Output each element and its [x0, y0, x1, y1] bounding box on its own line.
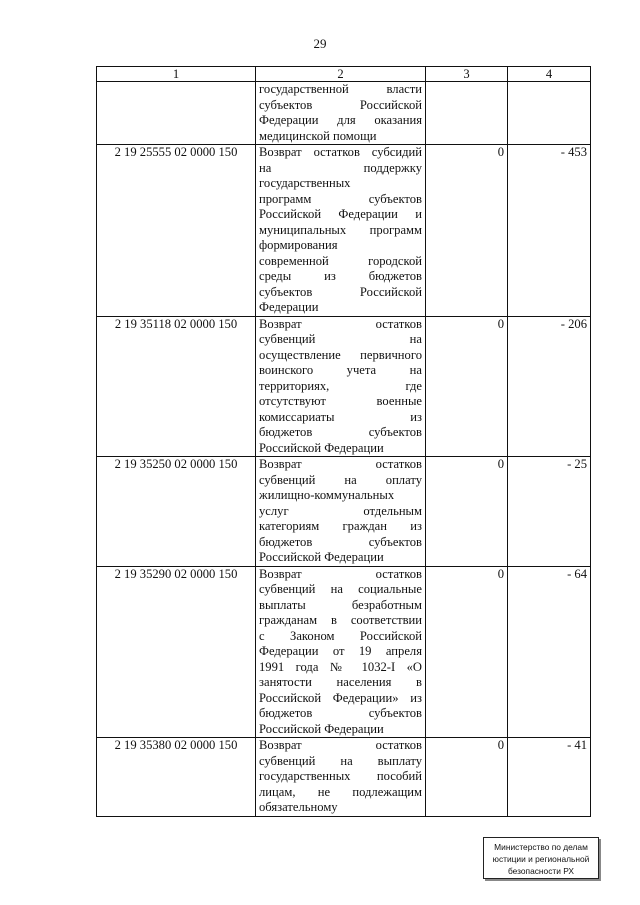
description-line: субвенций на выплату [259, 753, 422, 768]
value-col4-cell [508, 82, 591, 145]
budget-code-cell [97, 82, 256, 145]
description-line: государственных [259, 176, 351, 190]
description-cell [256, 566, 426, 738]
table-row [97, 457, 591, 567]
description-cell [256, 82, 426, 145]
description-line: воинского учета на [259, 363, 422, 377]
description-line: категориям граждан из [259, 519, 422, 533]
description-line: государственной власти [259, 82, 422, 96]
column-header-3: 3 [426, 67, 508, 82]
stamp-line: юстиции и региональной [492, 854, 590, 864]
description-line: на поддержку [259, 160, 422, 175]
budget-code-cell: 2 19 35250 02 0000 150 [97, 457, 256, 567]
description-line: медицинской помощи [259, 128, 377, 143]
description-line: Федерации [259, 300, 319, 314]
description-line: комиссариаты из [259, 409, 422, 424]
description-line: территориях, где [259, 378, 422, 393]
ministry-stamp [483, 837, 599, 879]
stamp-line: Министерство по делам [494, 842, 588, 852]
description-line: субвенций на [259, 332, 422, 346]
description-line: обязательному [259, 800, 338, 814]
description-line: Возврат остатков [259, 316, 422, 331]
description-line: гражданам в соответствии [259, 613, 422, 627]
stamp-line: безопасности РХ [507, 866, 575, 876]
budget-code-cell: 2 19 35118 02 0000 150 [97, 316, 256, 457]
description-line: бюджетов субъектов [259, 425, 422, 439]
column-header-1: 1 [97, 67, 256, 82]
description-line: Возврат остатков [259, 457, 422, 471]
table-row [97, 566, 591, 738]
description-line: Возврат остатков [259, 566, 422, 581]
description-cell [256, 738, 426, 817]
description-line: отсутствуют военные [259, 394, 422, 408]
description-line: осуществление первичного [259, 347, 422, 362]
column-header-4: 4 [508, 67, 591, 82]
table-row [97, 145, 591, 317]
description-line: программ субъектов [259, 191, 422, 206]
table-row [97, 316, 591, 457]
table-row [97, 738, 591, 817]
budget-table [96, 66, 591, 817]
table-header-row [97, 67, 591, 82]
description-line: Российской Федерации» из [259, 690, 422, 705]
value-col4-cell: - 64 [508, 566, 591, 738]
page-number: 29 [313, 36, 327, 51]
description-line: субвенций на социальные [259, 582, 422, 596]
description-line: муниципальных программ [259, 222, 422, 237]
table-body [97, 82, 591, 817]
description-line: Российской Федерации и [259, 207, 422, 221]
description-line: Российской Федерации [259, 440, 384, 455]
description-line: услуг отдельным [259, 503, 422, 518]
description-line: Федерации от 19 апреля [259, 644, 422, 658]
value-col3-cell: 0 [426, 457, 508, 567]
value-col4-cell: - 453 [508, 145, 591, 317]
description-line: с Законом Российской [259, 628, 422, 643]
value-col4-cell: - 206 [508, 316, 591, 457]
description-line: субъектов Российской [259, 284, 422, 299]
description-line: субвенций на оплату [259, 472, 422, 487]
value-col3-cell [426, 82, 508, 145]
value-col3-cell: 0 [426, 316, 508, 457]
description-line: жилищно-коммунальных [259, 488, 395, 502]
description-cell [256, 457, 426, 567]
description-cell [256, 145, 426, 317]
description-line: бюджетов субъектов [259, 706, 422, 720]
description-line: лицам, не подлежащим [259, 784, 422, 799]
description-line: формирования [259, 238, 338, 252]
table-row [97, 82, 591, 145]
value-col3-cell: 0 [426, 566, 508, 738]
description-line: современной городской [259, 253, 422, 268]
description-line: бюджетов субъектов [259, 534, 422, 549]
description-line: Российской Федерации [259, 550, 384, 564]
description-line: 1991 года № 1032-I «О [259, 659, 422, 674]
value-col3-cell: 0 [426, 738, 508, 817]
description-line: Возврат остатков [259, 738, 422, 752]
column-header-2: 2 [256, 67, 426, 82]
budget-code-cell: 2 19 25555 02 0000 150 [97, 145, 256, 317]
description-line: государственных пособий [259, 769, 422, 783]
description-line: Российской Федерации [259, 721, 384, 736]
description-line: выплаты безработным [259, 597, 422, 612]
description-line: занятости населения в [259, 675, 422, 689]
description-line: среды из бюджетов [259, 269, 422, 283]
description-line: Возврат остатков субсидий [259, 145, 422, 159]
value-col4-cell: - 25 [508, 457, 591, 567]
description-line: субъектов Российской [259, 97, 422, 112]
description-cell [256, 316, 426, 457]
budget-code-cell: 2 19 35290 02 0000 150 [97, 566, 256, 738]
value-col4-cell: - 41 [508, 738, 591, 817]
value-col3-cell: 0 [426, 145, 508, 317]
description-line: Федерации для оказания [259, 113, 422, 127]
budget-code-cell: 2 19 35380 02 0000 150 [97, 738, 256, 817]
